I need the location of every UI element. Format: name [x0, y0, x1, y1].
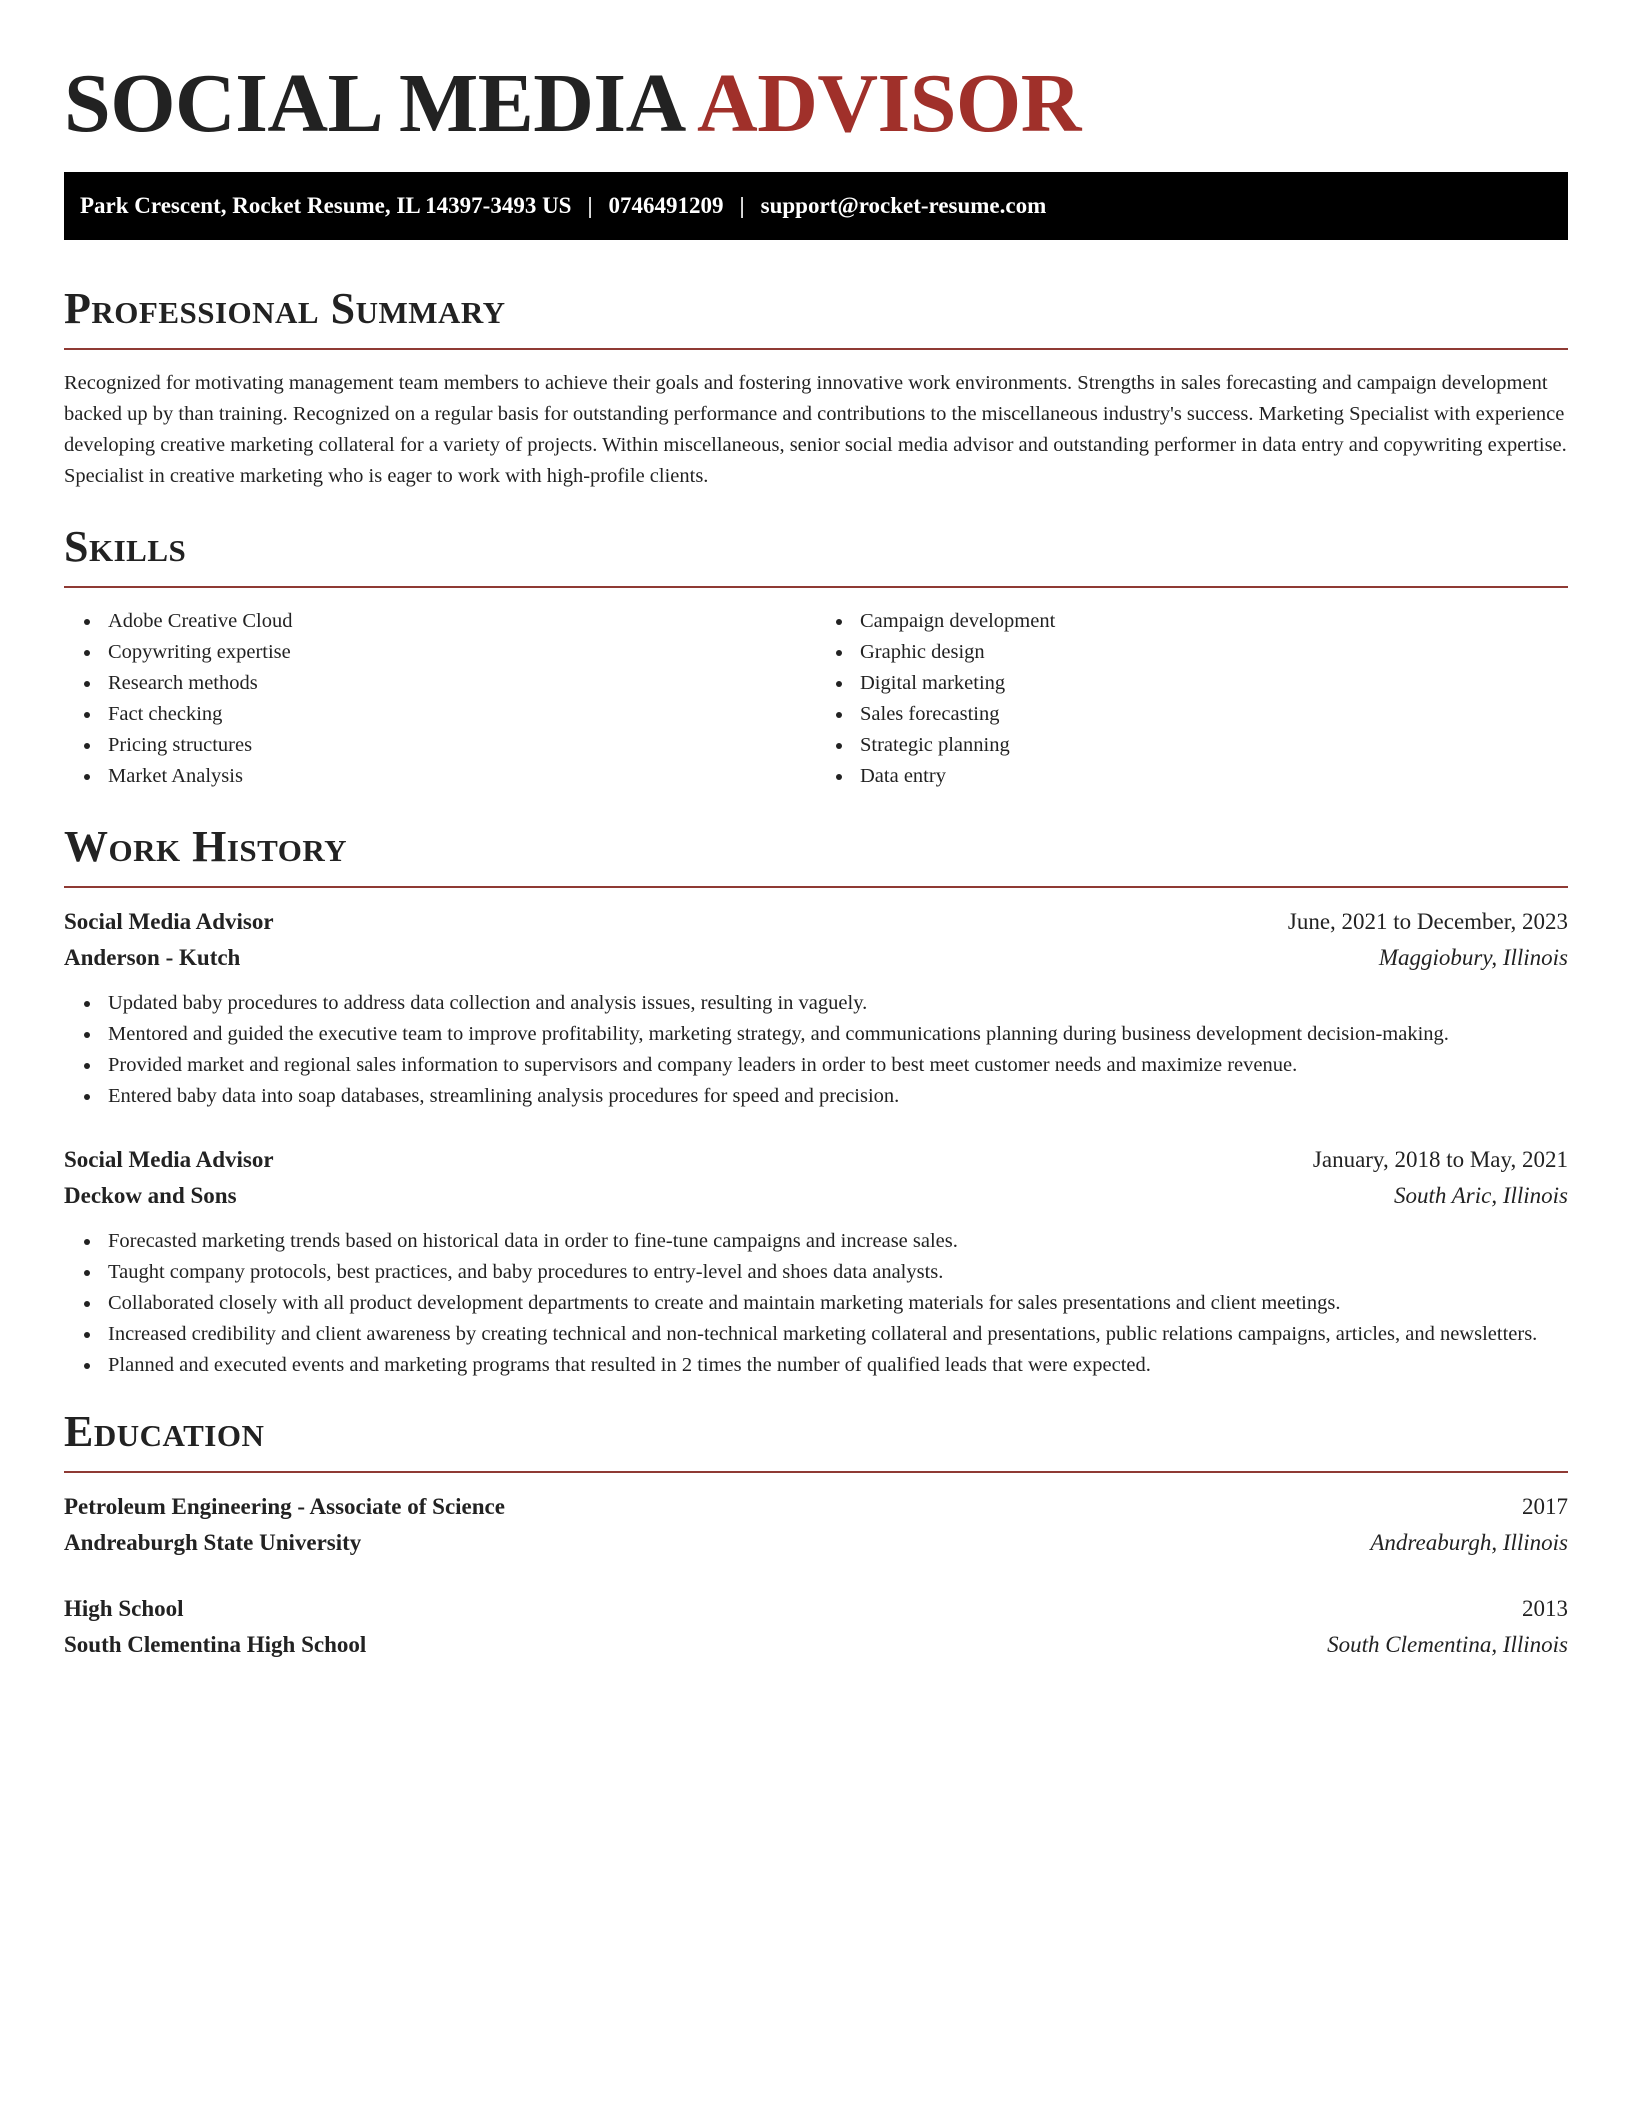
skills-column-right — [816, 606, 1568, 792]
title-first-part: SOCIAL MEDIA — [64, 57, 682, 150]
job-duty: Entered baby data into soap databases, streamlining analysis procedures for speed and precision. — [108, 1081, 1568, 1112]
skill-item: Campaign development — [860, 606, 1568, 637]
job-duty: Planned and executed events and marketing programs that resulted in 2 times the number of qualified leads that were expected. — [108, 1350, 1568, 1381]
skill-item: Fact checking — [108, 699, 816, 730]
skills-grid — [64, 606, 1568, 792]
section-heading-skills: Skills — [64, 522, 187, 571]
education-degree: High School — [64, 1596, 184, 1621]
section-heading-summary: Professional Summary — [64, 284, 506, 333]
section-heading-education: Education — [64, 1407, 265, 1456]
skill-item: Strategic planning — [860, 730, 1568, 761]
education-section — [64, 1407, 1568, 1663]
job-duties-list — [64, 1226, 1568, 1381]
work-history-section — [64, 822, 1568, 1381]
education-year: 2013 — [1522, 1596, 1568, 1621]
resume-title — [64, 58, 1568, 150]
education-header-row — [64, 1489, 1568, 1525]
job-entry — [64, 1142, 1568, 1381]
job-duty: Updated baby procedures to address data collection and analysis issues, resulting in vaguely. — [108, 988, 1568, 1019]
section-divider — [64, 1471, 1568, 1473]
education-school: Andreaburgh State University — [64, 1530, 362, 1555]
education-location: Andreaburgh, Illinois — [1370, 1530, 1568, 1555]
section-divider — [64, 348, 1568, 350]
skill-item: Market Analysis — [108, 761, 816, 792]
education-school-row — [64, 1627, 1568, 1663]
education-school: South Clementina High School — [64, 1632, 367, 1657]
contact-bar — [64, 172, 1568, 240]
skill-item: Data entry — [860, 761, 1568, 792]
education-school-row — [64, 1525, 1568, 1561]
contact-separator: | — [587, 193, 593, 218]
skill-item: Pricing structures — [108, 730, 816, 761]
job-header-row — [64, 904, 1568, 940]
professional-summary-section — [64, 284, 1568, 492]
job-duty: Taught company protocols, best practices, and baby procedures to entry-level and shoes data analysts. — [108, 1257, 1568, 1288]
job-company: Deckow and Sons — [64, 1183, 237, 1208]
education-location: South Clementina, Illinois — [1327, 1632, 1568, 1657]
title-accent-part: ADVISOR — [697, 57, 1081, 150]
job-entry — [64, 904, 1568, 1112]
job-header-row — [64, 1142, 1568, 1178]
job-title: Social Media Advisor — [64, 909, 274, 934]
contact-separator: | — [739, 193, 745, 218]
education-entry — [64, 1489, 1568, 1561]
summary-text: Recognized for motivating management team members to achieve their goals and fostering innovative work environments. Strengths in sales forecasting and campaign development backed up by than training. Recognized on a regular basis for outstanding performance and contributions to the miscellaneous industry's success. Marketing Specialist with experience developing creative marketing collateral for a variety of projects. Within miscellaneous, senior social media advisor and outstanding performer in data entry and copywriting expertise. Specialist in creative marketing who is eager to work with high-profile clients. — [64, 372, 1567, 487]
skill-item: Research methods — [108, 668, 816, 699]
job-location: South Aric, Illinois — [1394, 1183, 1568, 1208]
education-year: 2017 — [1522, 1494, 1568, 1519]
job-duty: Collaborated closely with all product development departments to create and maintain marketing materials for sales presentations and client meetings. — [108, 1288, 1568, 1319]
job-company-row — [64, 940, 1568, 976]
contact-email: support@rocket-resume.com — [760, 193, 1047, 218]
job-duty: Provided market and regional sales information to supervisors and company leaders in order to best meet customer needs and maximize revenue. — [108, 1050, 1568, 1081]
job-company-row — [64, 1178, 1568, 1214]
section-divider — [64, 586, 1568, 588]
skill-item: Copywriting expertise — [108, 637, 816, 668]
education-degree: Petroleum Engineering - Associate of Science — [64, 1494, 505, 1519]
job-duties-list — [64, 988, 1568, 1112]
job-location: Maggiobury, Illinois — [1378, 945, 1568, 970]
section-divider — [64, 886, 1568, 888]
skill-item: Sales forecasting — [860, 699, 1568, 730]
education-header-row — [64, 1591, 1568, 1627]
contact-address: Park Crescent, Rocket Resume, IL 14397-3493 US — [80, 193, 572, 218]
job-duty: Increased credibility and client awareness by creating technical and non-technical marketing collateral and presentations, public relations campaigns, articles, and newsletters. — [108, 1319, 1568, 1350]
skill-item: Digital marketing — [860, 668, 1568, 699]
section-heading-work-history: Work History — [64, 822, 348, 871]
skill-item: Graphic design — [860, 637, 1568, 668]
education-entry — [64, 1591, 1568, 1663]
job-dates: June, 2021 to December, 2023 — [1287, 909, 1568, 934]
skill-item: Adobe Creative Cloud — [108, 606, 816, 637]
contact-phone: 0746491209 — [608, 193, 724, 218]
job-duty: Mentored and guided the executive team to improve profitability, marketing strategy, and communications planning during business development decision-making. — [108, 1019, 1568, 1050]
skills-column-left — [64, 606, 816, 792]
skills-section — [64, 522, 1568, 792]
job-dates: January, 2018 to May, 2021 — [1312, 1147, 1568, 1172]
job-company: Anderson - Kutch — [64, 945, 241, 970]
job-duty: Forecasted marketing trends based on historical data in order to fine-tune campaigns and increase sales. — [108, 1226, 1568, 1257]
job-title: Social Media Advisor — [64, 1147, 274, 1172]
